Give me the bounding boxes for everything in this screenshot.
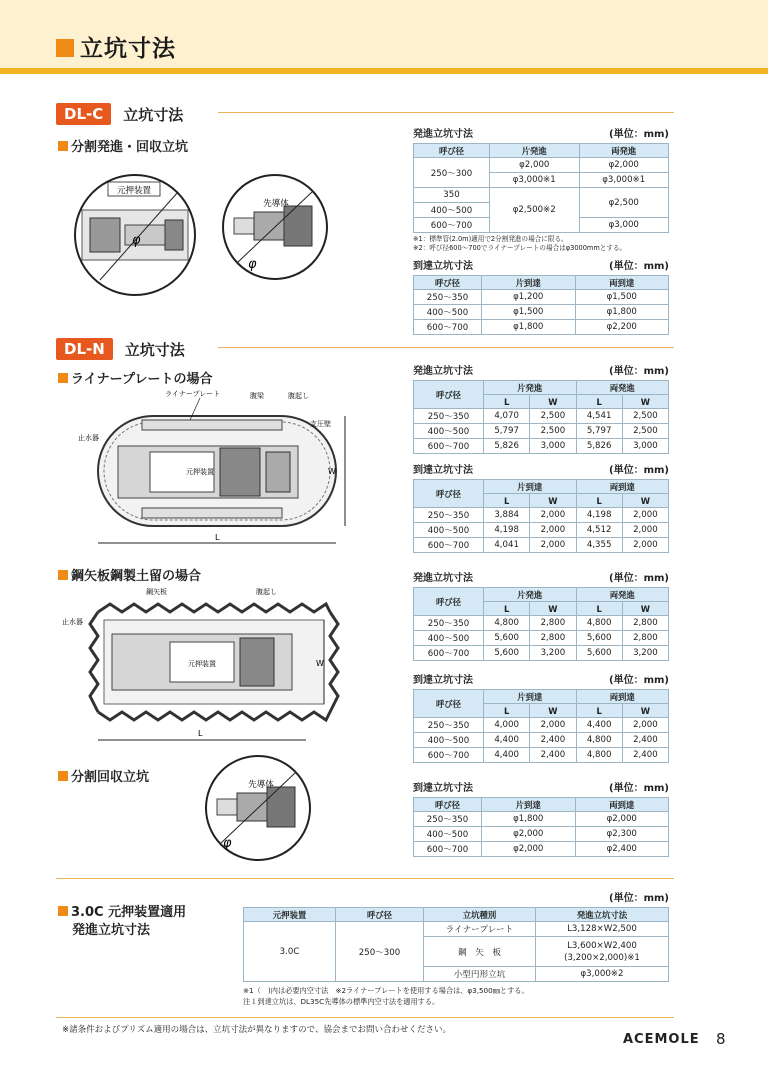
steel-arrive-table-block: 到達立坑寸法 (単位：mm) 呼び径 片到達 両到達 L W L W 250～350 4,000 2,000 4,400 2,000 400～500 4,400 2,400 4,800 2,400 600～700 4,400 2,400 4,800 2,400 xyxy=(413,675,669,761)
dlc-start-table-block xyxy=(413,125,669,253)
c30-table-block: (単位：mm) 元押装置 呼び径 立坑種別 発進立坑寸法 3.0C 250～300 ライナープレート L3,128×W2,500 鋼 矢 板 L3,600×W2,400 (3,200×2,000)※1 小型円形立坑 φ3,000※2 ※1（ )内は必要内空寸法 ※2ライナープレートを使用する場合は、φ3,500㎜とする。 注１到達立坑は、DL35C先導体の標準内空寸法を適用する。 xyxy=(243,893,669,1006)
dlc-title: 立坑寸法 xyxy=(123,105,184,124)
footer-rule xyxy=(56,1017,674,1018)
svg-text:W: W xyxy=(316,659,324,668)
liner-start-table-block: 発進立坑寸法 (単位：mm) 呼び径 片発進 両発進 L W L W 250～350 4,070 2,500 4,541 2,500 400～500 5,797 2,500 5,797 2,500 600～700 5,826 3,000 5,826 3,000 xyxy=(413,366,669,452)
label-lead-body: 先導体 xyxy=(263,199,289,209)
liner-figure xyxy=(70,388,360,553)
label-phi: φ xyxy=(248,257,257,272)
label-phi: φ xyxy=(132,233,141,248)
page-title xyxy=(56,30,176,63)
svg-text:φ: φ xyxy=(223,836,232,851)
dlc-badge: DL-C xyxy=(56,103,111,125)
recover-arrive-table: 呼び径 片到達 両到達 250～350 φ1,800 φ2,000 400～500 φ2,000 φ2,300 600～700 φ2,000 φ2,400 xyxy=(413,797,669,857)
liner-arrive-table: 呼び径 片到達 両到達 L W L W 250～350 3,884 2,000 4,198 2,000 400～500 4,198 2,000 4,512 2,000 600～700 4,041 2,000 4,355 2,000 xyxy=(413,479,669,553)
square-icon xyxy=(58,570,68,580)
svg-text:腹起し: 腹起し xyxy=(288,392,309,400)
c30-heading: 3.0C 元押装置適用 発進立坑寸法 xyxy=(58,904,186,940)
note: ※1（ )内は必要内空寸法 ※2ライナープレートを使用する場合は、φ3,500㎜とする。 xyxy=(243,986,529,995)
steel-arrive-table: 呼び径 片到達 両到達 L W L W 250～350 4,000 2,000 4,400 2,000 400～500 4,400 2,400 4,800 2,400 600～700 4,400 2,400 4,800 2,400 xyxy=(413,689,669,763)
square-icon xyxy=(58,373,68,383)
dln-rule xyxy=(218,347,674,348)
dlc-arrive-table: 呼び径 片到達 両到達 250～350 φ1,200 φ1,500 400～500 φ1,500 φ1,800 600～700 φ1,800 φ2,200 xyxy=(413,275,669,335)
page-title-text: 立坑寸法 xyxy=(80,36,176,62)
note: ※1：標準管(2.0m)適用で2分割発進の場合に限る。 xyxy=(413,235,568,243)
dlc-heading xyxy=(56,103,183,125)
liner-arrive-table-block: 到達立坑寸法 (単位：mm) 呼び径 片到達 両到達 L W L W 250～350 3,884 2,000 4,198 2,000 400～500 4,198 2,000 4,512 2,000 600～700 4,041 2,000 4,355 2,000 xyxy=(413,465,669,551)
note: 注１到達立坑は、DL35C先導体の標準内空寸法を適用する。 xyxy=(243,997,440,1006)
dlc-subheading: 分割発進・回収立坑 xyxy=(58,136,188,155)
svg-text:L: L xyxy=(198,729,203,738)
header-stripe xyxy=(0,68,768,74)
steel-figure xyxy=(60,584,350,749)
dlc-rule xyxy=(218,112,674,113)
footer-note: ※諸条件およびプリズム適用の場合は、立坑寸法が異なりますので、協会までお問い合わせください。 xyxy=(62,1025,451,1035)
svg-text:腹梁: 腹梁 xyxy=(250,392,264,400)
dln-heading xyxy=(56,338,185,360)
recover-arrive-table-block: 到達立坑寸法 (単位：mm) 呼び径 片到達 両到達 250～350 φ1,800 φ2,000 400～500 φ2,000 φ2,300 600～700 φ2,000 φ2,400 xyxy=(413,783,669,855)
table-caption: 発進立坑寸法 xyxy=(413,129,473,140)
liner-start-table: 呼び径 片発進 両発進 L W L W 250～350 4,070 2,500 4,541 2,500 400～500 5,797 2,500 5,797 2,500 600～700 5,826 3,000 5,826 3,000 xyxy=(413,380,669,454)
svg-text:元押装置: 元押装置 xyxy=(188,660,216,668)
note: ※2：呼び径600～700でライナープレートの場合はφ3000mmとする。 xyxy=(413,244,627,252)
svg-text:先導体: 先導体 xyxy=(248,780,274,790)
square-icon xyxy=(58,906,68,916)
title-square-icon xyxy=(56,39,74,57)
table-unit: (単位：mm) xyxy=(609,129,669,140)
steel-subheading: 鋼矢板鋼製土留の場合 xyxy=(58,565,201,584)
dlc-start-table: 呼び径 片発進 両発進 250～300 φ2,000 φ2,000 φ3,000※1 φ3,000※1 350 φ2,500※2 φ2,500 400～500 600～700 φ3,000 xyxy=(413,143,669,233)
svg-text:支圧壁: 支圧壁 xyxy=(310,420,331,428)
recover-subheading: 分割回収立坑 xyxy=(58,766,149,785)
svg-text:腹起し: 腹起し xyxy=(256,588,277,596)
svg-text:L: L xyxy=(215,533,220,542)
dln-badge: DL-N xyxy=(56,338,113,360)
dlc-figure-left xyxy=(70,170,200,300)
svg-text:ライナープレート: ライナープレート xyxy=(165,390,221,398)
page-number: 8 xyxy=(716,1030,726,1048)
steel-start-table: 呼び径 片発進 両発進 L W L W 250～350 4,800 2,800 4,800 2,800 400～500 5,600 2,800 5,600 2,800 600～700 5,600 3,200 5,600 3,200 xyxy=(413,587,669,661)
liner-subheading: ライナープレートの場合 xyxy=(58,368,212,387)
svg-text:元押装置: 元押装置 xyxy=(186,468,214,476)
dln-title: 立坑寸法 xyxy=(124,340,185,359)
dlc-figure-right xyxy=(220,172,330,282)
steel-start-table-block: 発進立坑寸法 (単位：mm) 呼び径 片発進 両発進 L W L W 250～350 4,800 2,800 4,800 2,800 400～500 5,600 2,800 5,600 2,800 600～700 5,600 3,200 5,600 3,200 xyxy=(413,573,669,659)
svg-text:W: W xyxy=(328,467,336,476)
svg-text:止水器: 止水器 xyxy=(62,618,83,626)
c30-rule xyxy=(56,878,674,879)
recover-figure xyxy=(203,753,313,863)
svg-text:鋼矢板: 鋼矢板 xyxy=(146,588,167,596)
footer-brand: ACEMOLE xyxy=(623,1032,700,1047)
square-icon xyxy=(58,141,68,151)
c30-table: 元押装置 呼び径 立坑種別 発進立坑寸法 3.0C 250～300 ライナープレート L3,128×W2,500 鋼 矢 板 L3,600×W2,400 (3,200×2,000)※1 小型円形立坑 φ3,000※2 xyxy=(243,907,669,982)
label-device: 元押装置 xyxy=(116,186,152,196)
svg-text:止水器: 止水器 xyxy=(78,434,99,442)
square-icon xyxy=(58,771,68,781)
dlc-arrive-table-block: 到達立坑寸法 (単位：mm) 呼び径 片到達 両到達 250～350 φ1,200 φ1,500 400～500 φ1,500 φ1,800 600～700 φ1,800 φ2,200 xyxy=(413,261,669,333)
